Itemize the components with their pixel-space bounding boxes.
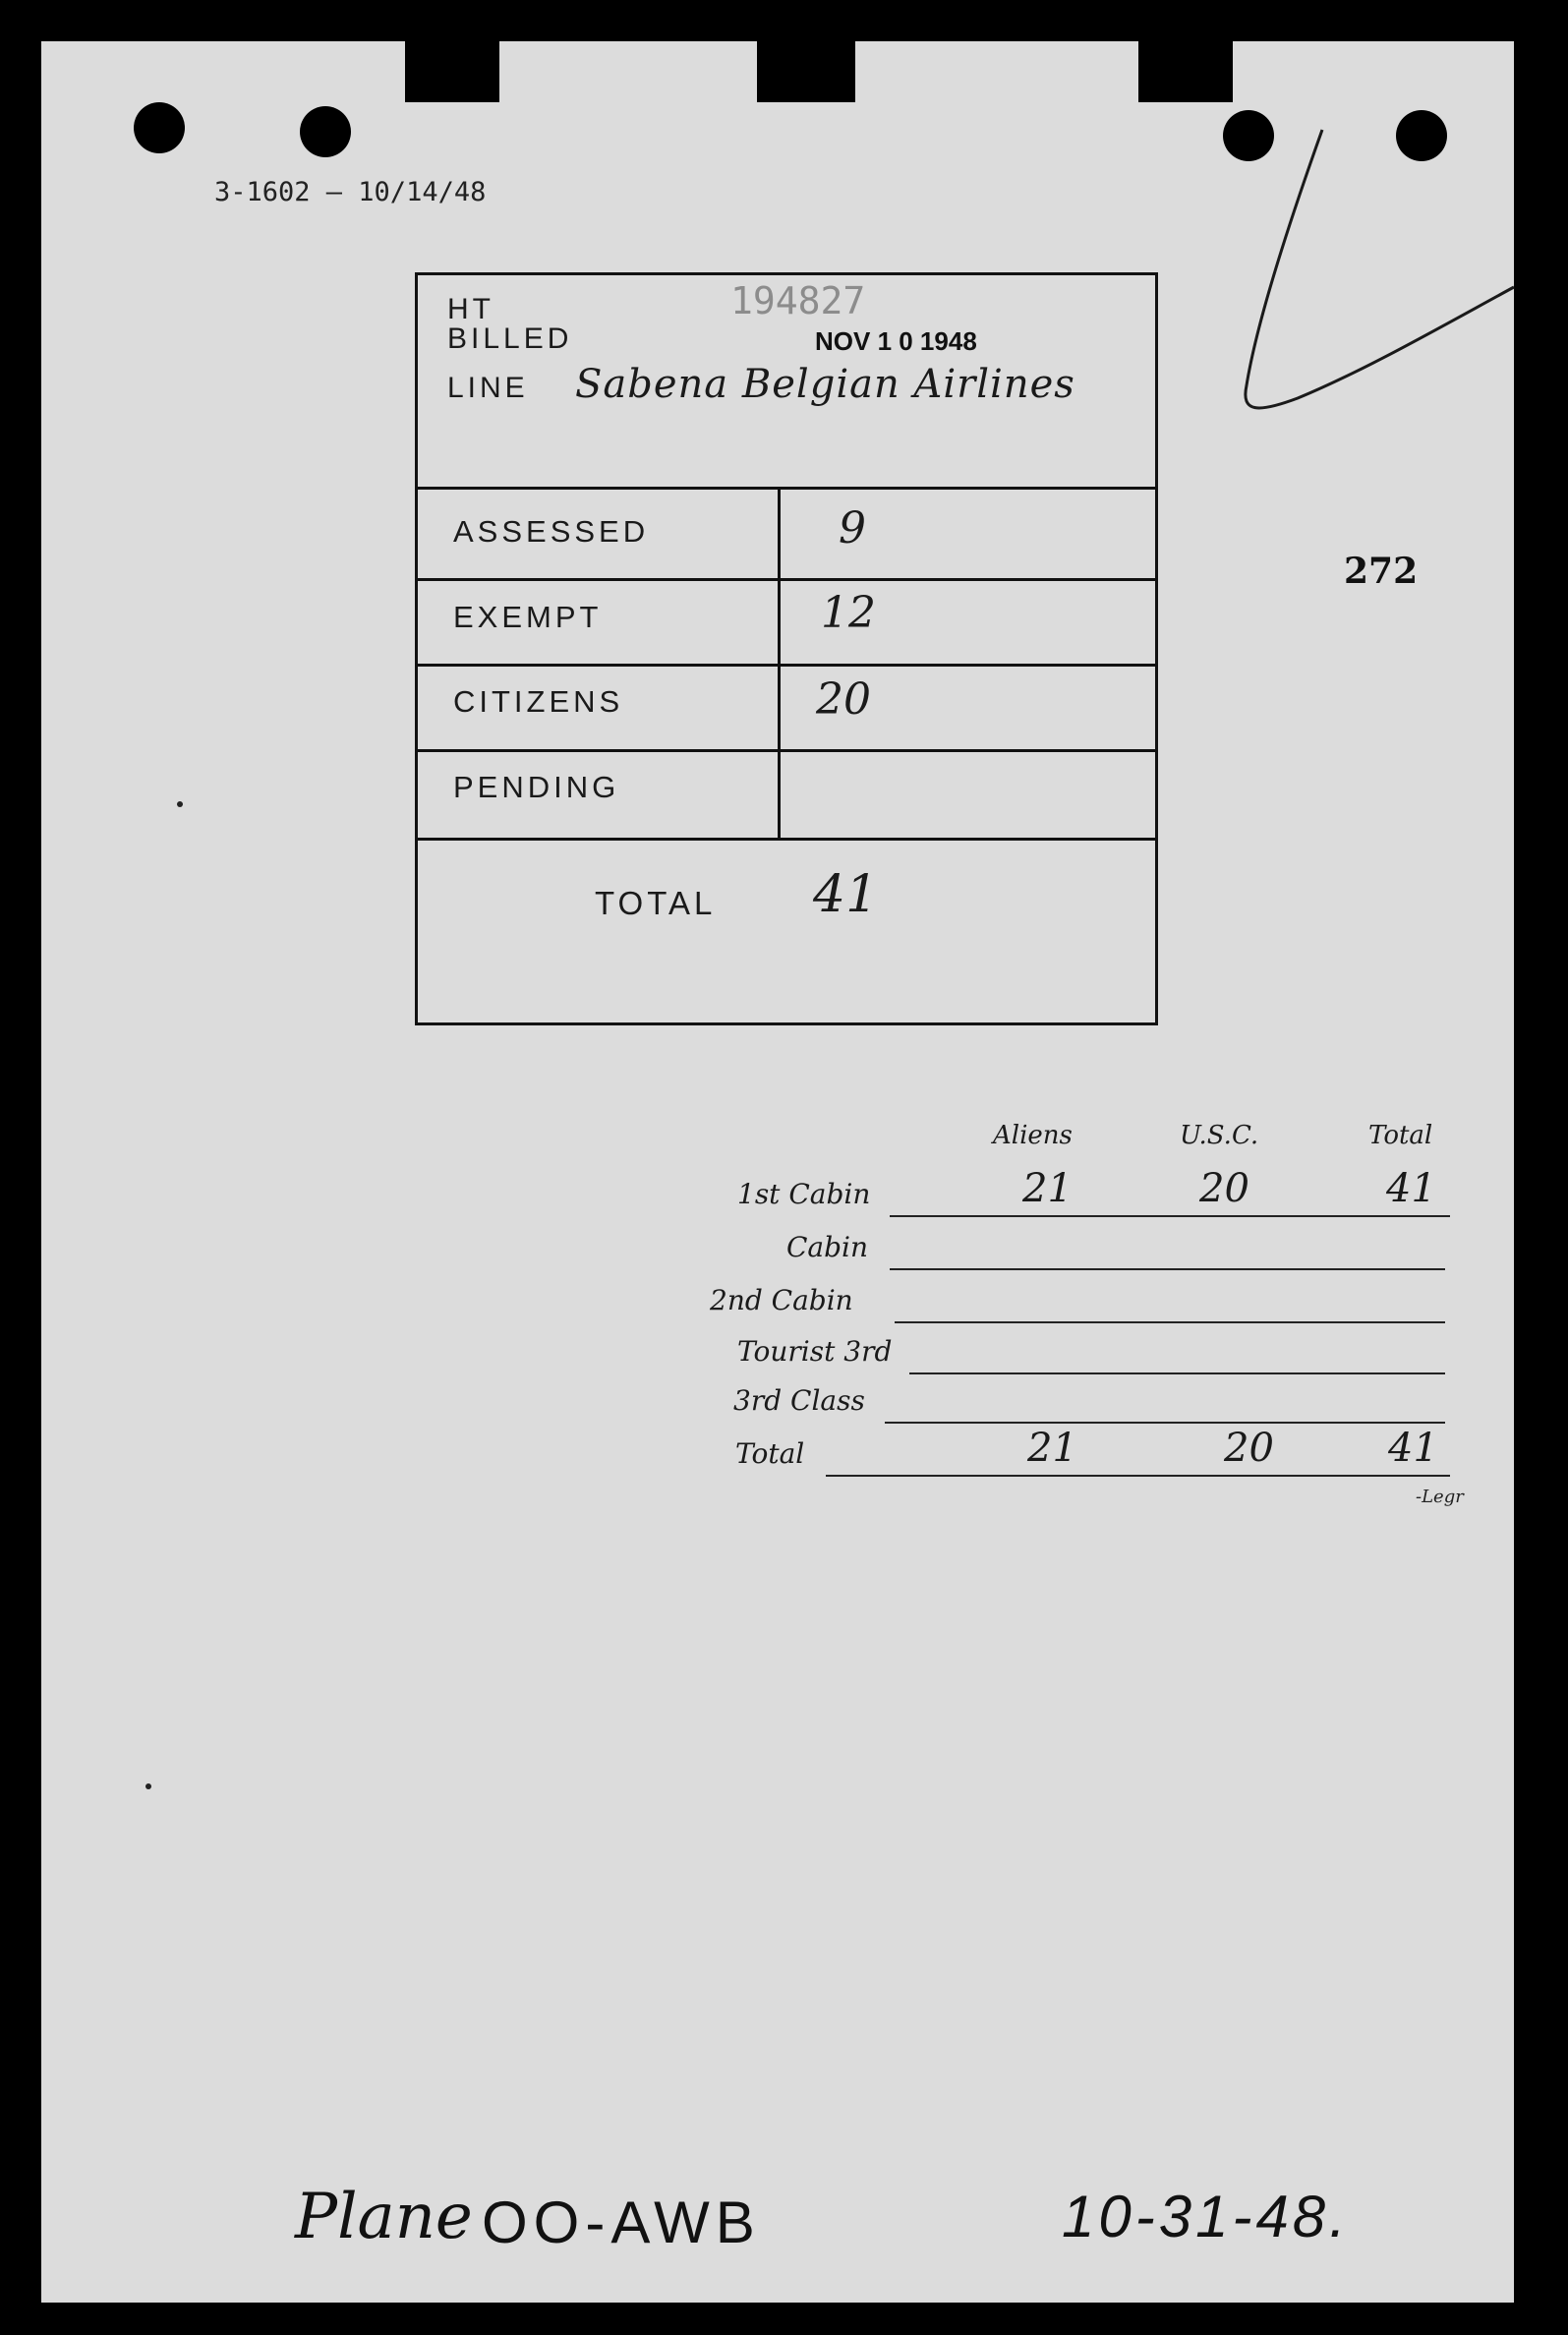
total-value: 41: [813, 865, 879, 924]
fill-line: [890, 1215, 1450, 1217]
total-label: TOTAL: [595, 885, 717, 921]
billed-label: BILLED: [447, 322, 573, 355]
column-header-aliens: Aliens: [993, 1121, 1073, 1150]
table-row: [688, 1231, 1475, 1280]
assessed-label: ASSESSED: [453, 514, 650, 549]
usc-value: 20: [1224, 1426, 1274, 1471]
divider: [418, 487, 1155, 490]
table-row: [688, 1166, 1475, 1227]
total-value: 41: [1386, 1166, 1436, 1211]
aliens-value: 21: [1027, 1426, 1077, 1471]
divider: [418, 749, 1155, 752]
flight-date: 10-31-48.: [1062, 2184, 1350, 2249]
usc-value: 20: [1199, 1166, 1249, 1211]
fill-line: [895, 1321, 1445, 1323]
column-header-total: Total: [1368, 1121, 1433, 1150]
line-value: Sabena Belgian Airlines: [575, 362, 1075, 407]
assessed-value: 9: [839, 503, 866, 554]
row-label: 1st Cabin: [737, 1178, 871, 1210]
divider: [418, 664, 1155, 667]
plane-label: Plane: [295, 2181, 473, 2253]
initials: -Legr: [1416, 1487, 1464, 1507]
page-number: 272: [1344, 551, 1419, 592]
document-reference: 3-1602 — 10/14/48: [214, 177, 487, 207]
table-row: [688, 1335, 1475, 1384]
stamp-date: NOV 1 0 1948: [815, 326, 977, 356]
line-label: LINE: [447, 372, 529, 404]
fill-line: [826, 1475, 1450, 1477]
table-row: [688, 1426, 1475, 1487]
column-header-usc: U.S.C.: [1180, 1121, 1259, 1150]
ht-label: HT: [447, 293, 494, 325]
billing-box: [415, 272, 1158, 1025]
column-divider: [778, 490, 781, 841]
paper-speck: [145, 1783, 151, 1789]
pending-label: PENDING: [453, 770, 620, 804]
row-label: Total: [735, 1437, 805, 1470]
exempt-label: EXEMPT: [453, 600, 603, 634]
citizens-value: 20: [816, 674, 871, 725]
plane-registration: OO-AWB: [482, 2189, 761, 2255]
exempt-value: 12: [821, 588, 876, 638]
table-row: [688, 1384, 1475, 1433]
fill-line: [909, 1372, 1445, 1374]
table-row: [688, 1284, 1475, 1333]
fill-line: [890, 1268, 1445, 1270]
row-label: Tourist 3rd: [737, 1335, 893, 1368]
row-label: 2nd Cabin: [710, 1284, 853, 1316]
divider: [418, 578, 1155, 581]
paper-speck: [177, 801, 183, 807]
divider: [418, 838, 1155, 841]
row-label: Cabin: [786, 1231, 869, 1263]
total-value: 41: [1388, 1426, 1438, 1471]
citizens-label: CITIZENS: [453, 684, 624, 719]
row-label: 3rd Class: [733, 1384, 865, 1417]
cabin-class-table: [688, 1121, 1475, 1534]
stamp-number: 194827: [730, 279, 866, 322]
aliens-value: 21: [1022, 1166, 1073, 1211]
fill-line: [885, 1422, 1445, 1424]
